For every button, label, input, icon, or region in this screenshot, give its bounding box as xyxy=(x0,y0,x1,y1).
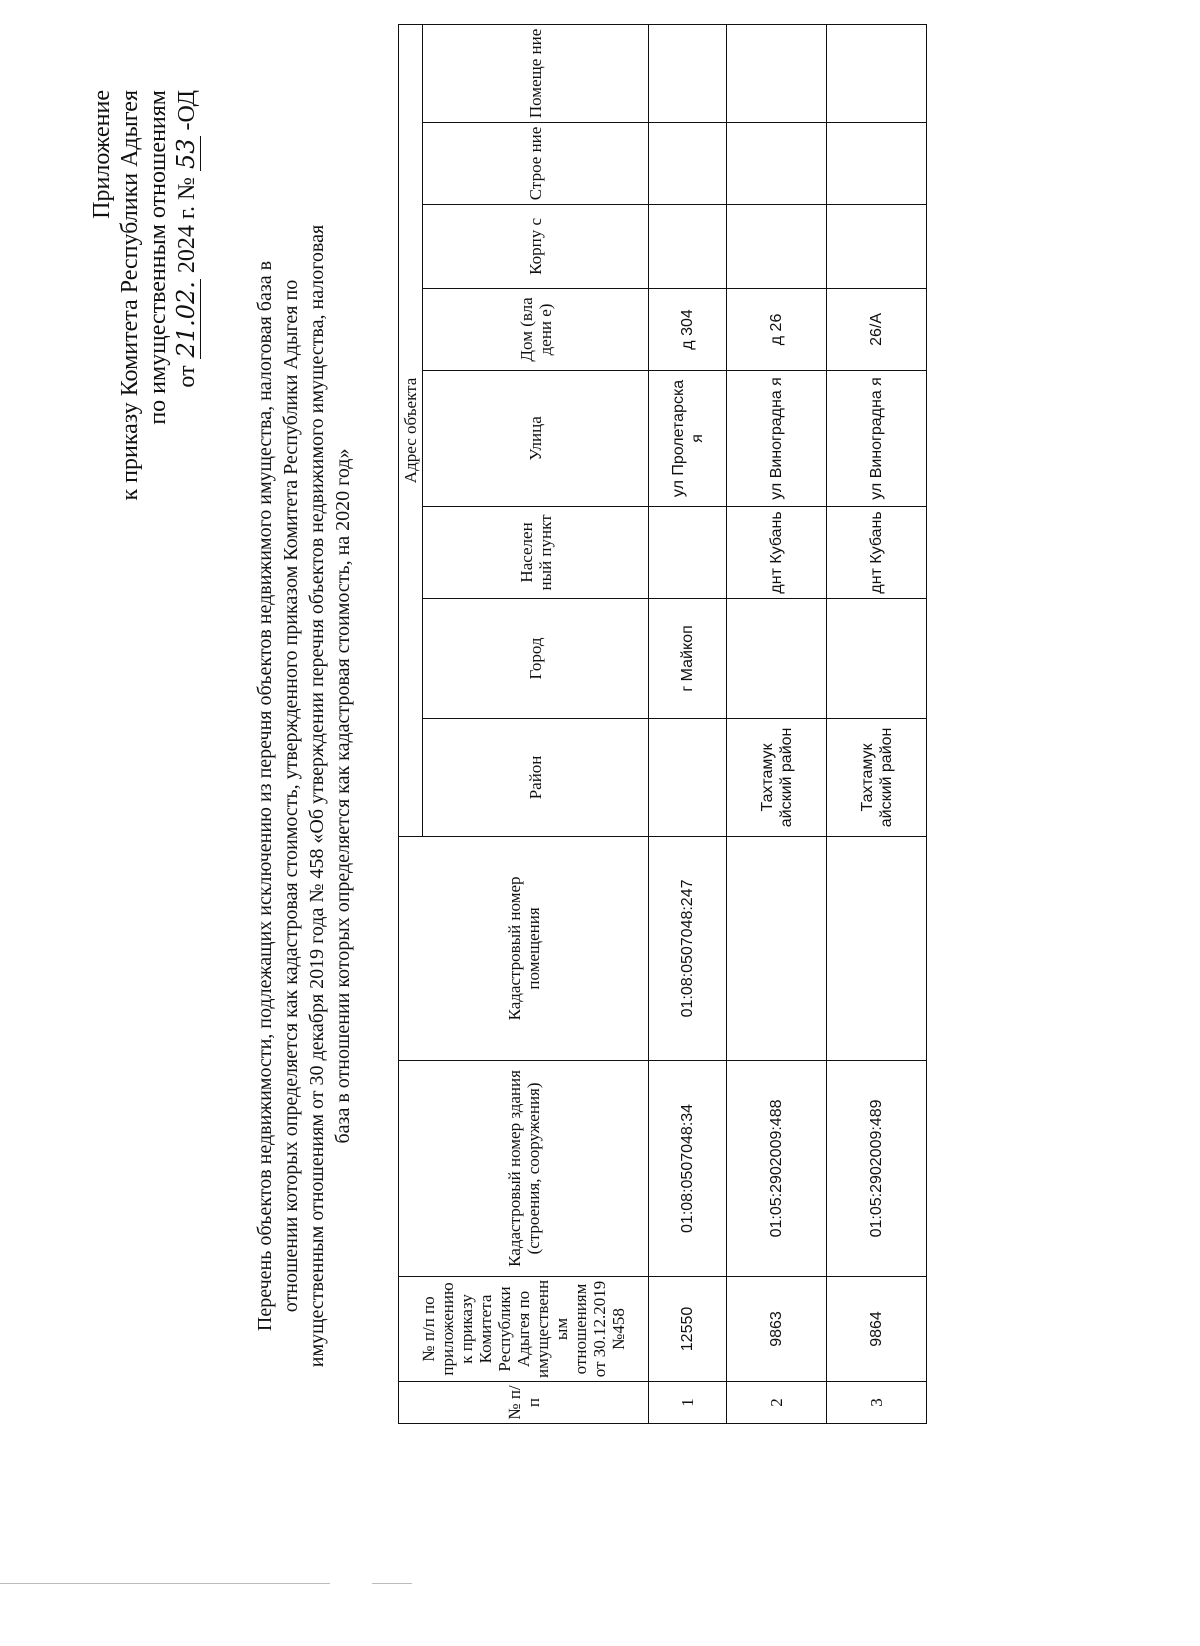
col-header-house: Дом (вла дени е) xyxy=(423,288,649,370)
cell-house: 26/А xyxy=(827,288,927,370)
cell-room-cadastral xyxy=(827,836,927,1060)
col-header-district: Район xyxy=(423,718,649,836)
cell-city xyxy=(827,598,927,718)
cell-settlement: днт Кубань xyxy=(727,506,827,598)
cell-structure xyxy=(827,122,927,204)
col-header-city: Город xyxy=(423,598,649,718)
title-line: имущественным отношениям от 30 декабря 2019 года № 458 «Об утверждении перечня объектов недвижимого имущества, налоговая xyxy=(306,224,328,1368)
cell-num: 3 xyxy=(827,1382,927,1424)
cell-orig-num: 9864 xyxy=(827,1276,927,1381)
cell-district xyxy=(649,718,727,836)
table-row xyxy=(827,24,927,1423)
cell-room xyxy=(727,24,827,122)
order-suffix: -ОД xyxy=(174,90,200,131)
col-header-room-cadastral: Кадастровый номер помещения xyxy=(399,836,649,1060)
order-date-number xyxy=(172,90,201,501)
cell-house: д 304 xyxy=(649,288,727,370)
col-header-address-group: Адрес объекта xyxy=(399,24,423,836)
cell-building-cadastral: 01:05:2902009:489 xyxy=(827,1060,927,1276)
cell-structure xyxy=(649,122,727,204)
order-reference: к приказу Комитета Республики Адыгея xyxy=(117,90,143,501)
cell-room-cadastral xyxy=(727,836,827,1060)
cell-street: ул Виноградна я xyxy=(727,370,827,506)
cell-room xyxy=(827,24,927,122)
col-header-building-cadastral: Кадастровый номер здания (строения, сооружения) xyxy=(399,1060,649,1276)
cell-settlement: днт Кубань xyxy=(827,506,927,598)
handwritten-number: 53 xyxy=(172,138,200,170)
scan-edge-line xyxy=(372,1583,412,1584)
col-header-room: Помеще ние xyxy=(423,24,649,122)
cell-street: ул Виноградна я xyxy=(827,370,927,506)
header-row-top xyxy=(399,24,423,1423)
cell-orig-num: 9863 xyxy=(727,1276,827,1381)
appendix-label: Приложение xyxy=(89,90,115,219)
col-header-num: № п/п xyxy=(399,1382,649,1424)
cell-block xyxy=(827,204,927,288)
cell-settlement xyxy=(649,506,727,598)
cell-room-cadastral: 01:08:0507048:247 xyxy=(649,836,727,1060)
cell-orig-num: 12550 xyxy=(649,1276,727,1381)
cell-num: 2 xyxy=(727,1382,827,1424)
cell-district: Тахтамук айский район xyxy=(827,718,927,836)
col-header-street: Улица xyxy=(423,370,649,506)
cell-building-cadastral: 01:08:0507048:34 xyxy=(649,1060,727,1276)
table-row xyxy=(649,24,727,1423)
scan-edge-line xyxy=(0,1583,330,1584)
cell-structure xyxy=(727,122,827,204)
col-header-orig-num: № п/п по приложению к приказу Комитета Республики Адыгея по имущественн ым отношениям от 30.12.2019 №458 xyxy=(399,1276,649,1381)
col-header-block: Корпу с xyxy=(423,204,649,288)
table-row xyxy=(727,24,827,1423)
committee-name: по имущественным отношениям xyxy=(145,90,171,425)
cell-block xyxy=(649,204,727,288)
document-title xyxy=(252,166,356,1426)
col-header-settlement: Населен ный пункт xyxy=(423,506,649,598)
handwritten-date: 21.02. xyxy=(172,281,200,358)
order-year: 2024 г. № xyxy=(174,177,200,274)
objects-table xyxy=(398,24,927,1424)
cell-num: 1 xyxy=(649,1382,727,1424)
date-prefix: от xyxy=(174,365,200,388)
col-header-structure: Строе ние xyxy=(423,122,649,204)
cell-city: г Майкоп xyxy=(649,598,727,718)
cell-district: Тахтамук айский район xyxy=(727,718,827,836)
title-line: Перечень объектов недвижимости, подлежащих исключению из перечня объектов недвижимого имущества, налоговая база в xyxy=(254,260,276,1332)
cell-building-cadastral: 01:05:2902009:488 xyxy=(727,1060,827,1276)
cell-room xyxy=(649,24,727,122)
cell-house: д 26 xyxy=(727,288,827,370)
appendix-header xyxy=(88,90,201,501)
cell-city xyxy=(727,598,827,718)
cell-street: ул Пролетарска я xyxy=(649,370,727,506)
cell-block xyxy=(727,204,827,288)
title-line: база в отношении которых определяется как кадастровая стоимость, на 2020 год» xyxy=(332,448,354,1144)
title-line: отношении которых определяется как кадастровая стоимость, утвержденного приказом Комитета Республики Адыгея по xyxy=(280,279,302,1313)
